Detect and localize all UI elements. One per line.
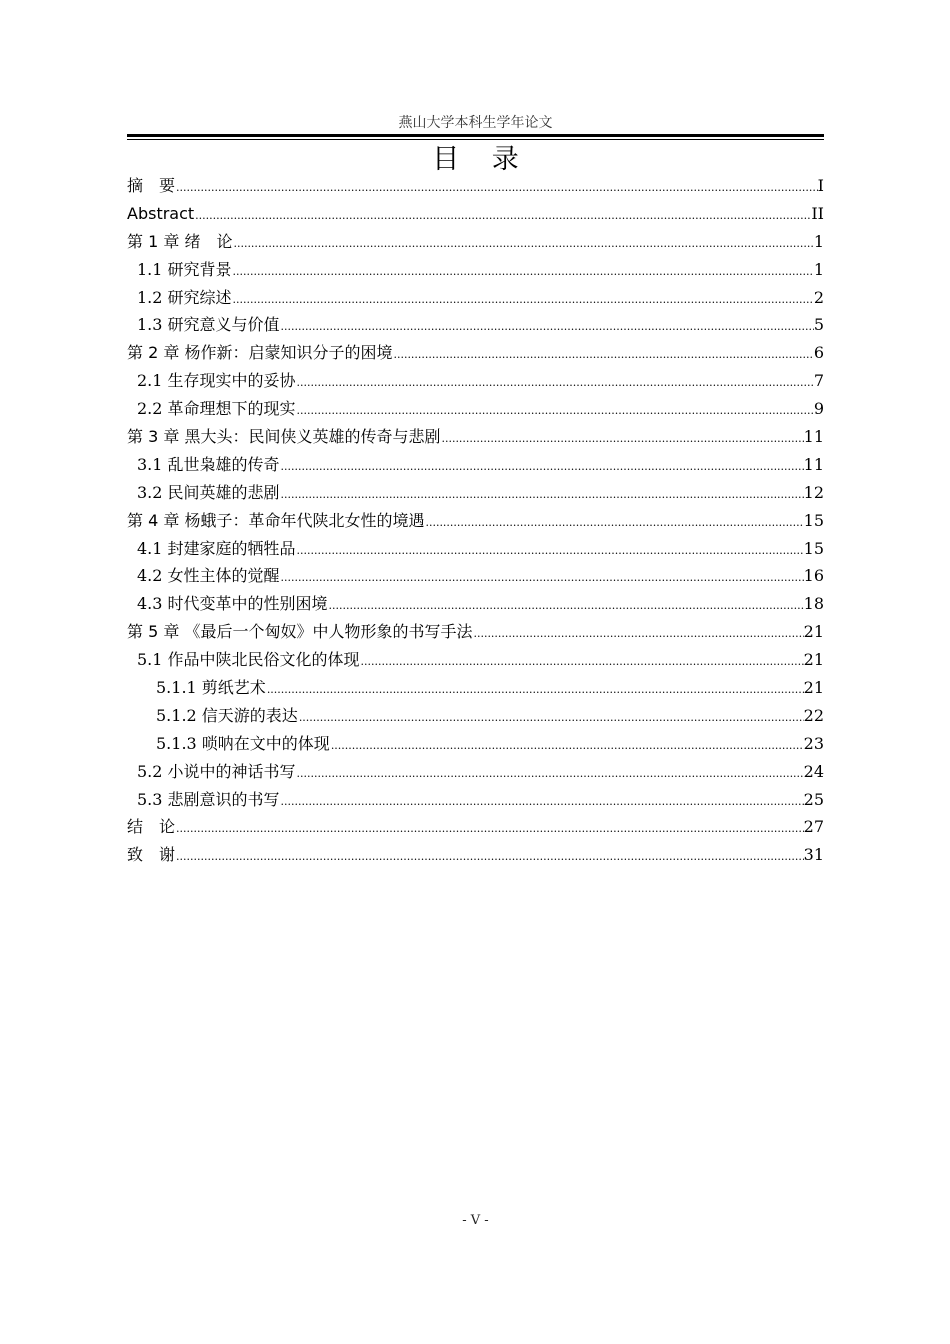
toc-entry[interactable] [127, 590, 824, 618]
toc-dot-leader [296, 397, 814, 423]
toc-entry-page: 12 [803, 482, 824, 502]
toc-entry-page: 21 [803, 622, 824, 642]
toc-entry[interactable] [127, 730, 824, 758]
toc-entry[interactable] [127, 507, 824, 535]
toc-entry-page: 15 [803, 538, 824, 558]
toc-entry[interactable] [127, 451, 824, 479]
toc-dot-leader [360, 648, 804, 674]
toc-entry[interactable] [127, 228, 824, 256]
toc-dot-leader [296, 537, 804, 563]
toc-entry-label: 第 3 章 黑大头：民间侠义英雄的传奇与悲剧 [127, 427, 441, 447]
toc-entry-label: 4.1 封建家庭的牺牲品 [137, 538, 296, 558]
toc-dot-leader [472, 620, 803, 646]
toc-entry-label: 第 4 章 杨蛾子：革命年代陕北女性的境遇 [127, 510, 425, 530]
toc-entry-label: 5.2 小说中的神话书写 [137, 761, 296, 781]
toc-entry[interactable] [127, 479, 824, 507]
toc-entry-page: 11 [803, 427, 824, 447]
toc-entry-label: 1.3 研究意义与价值 [137, 315, 280, 335]
header-rule-thick [127, 134, 824, 137]
toc-entry-page: 23 [803, 733, 824, 753]
toc-entry-label: 5.3 悲剧意识的书写 [137, 789, 280, 809]
toc-dot-leader [424, 509, 803, 535]
toc-dot-leader [280, 481, 804, 507]
toc-entry-page: 25 [803, 789, 824, 809]
toc-entry-label: 3.2 民间英雄的悲剧 [137, 482, 280, 502]
toc-entry-page: 2 [813, 287, 824, 307]
toc-entry-page: 5 [813, 315, 824, 335]
toc-entry[interactable] [127, 423, 824, 451]
toc-dot-leader [280, 313, 814, 339]
toc-entry[interactable] [127, 200, 824, 228]
toc-entry-page: 27 [803, 817, 824, 837]
toc-dot-leader [296, 760, 804, 786]
toc-entry[interactable] [127, 841, 824, 869]
toc-entry-label: 摘 要 [127, 176, 176, 195]
toc-entry[interactable] [127, 758, 824, 786]
toc-entry-page: 18 [803, 594, 824, 614]
toc-entry-label: 5.1.3 唢呐在文中的体现 [156, 733, 330, 753]
toc-dot-leader [440, 425, 803, 451]
toc-dot-leader [280, 453, 804, 479]
toc-dot-leader [298, 704, 804, 730]
toc-entry[interactable] [127, 646, 824, 674]
toc-entry[interactable] [127, 813, 824, 841]
toc-entry-label: 3.1 乱世枭雄的传奇 [137, 454, 280, 474]
toc-dot-leader [175, 174, 818, 200]
toc-entry-page: 9 [813, 399, 824, 419]
toc-entry-page: 6 [813, 343, 824, 363]
toc-dot-leader [194, 202, 811, 228]
toc-dot-leader [232, 286, 814, 312]
toc-entry-label: 第 1 章 绪 论 [127, 231, 233, 251]
toc-entry-label: 第 2 章 杨作新：启蒙知识分子的困境 [127, 343, 393, 363]
toc-entry[interactable] [127, 172, 824, 200]
toc-dot-leader [232, 258, 814, 284]
toc-entry-page: I [817, 176, 824, 195]
table-of-contents [127, 172, 824, 869]
toc-entry-page: 1 [813, 231, 824, 251]
toc-dot-leader [266, 676, 804, 702]
toc-entry[interactable] [127, 702, 824, 730]
toc-entry-page: 15 [803, 510, 824, 530]
toc-entry[interactable] [127, 395, 824, 423]
page-number: - V - [462, 1213, 489, 1228]
toc-entry-label: 结 论 [127, 817, 176, 837]
toc-entry[interactable] [127, 284, 824, 312]
toc-entry-page: 21 [803, 678, 824, 698]
toc-entry-label: 1.2 研究综述 [137, 287, 232, 307]
toc-entry[interactable] [127, 311, 824, 339]
toc-entry-page: 31 [803, 845, 824, 865]
toc-entry[interactable] [127, 786, 824, 814]
toc-dot-leader [175, 843, 804, 869]
toc-entry-page: 7 [813, 371, 824, 391]
toc-dot-leader [280, 788, 804, 814]
toc-entry[interactable] [127, 339, 824, 367]
toc-entry-page: II [811, 203, 824, 223]
toc-dot-leader [175, 815, 804, 841]
toc-dot-leader [330, 732, 804, 758]
page-header: 燕山大学本科生学年论文 [398, 115, 553, 131]
toc-entry-page: 22 [803, 705, 824, 725]
toc-entry-label: 5.1.1 剪纸艺术 [156, 678, 266, 698]
toc-title: 目 录 [432, 144, 531, 175]
toc-entry-label: 4.3 时代变革中的性别困境 [137, 594, 328, 614]
toc-entry-label: 5.1 作品中陕北民俗文化的体现 [137, 650, 360, 670]
toc-entry-label: 2.2 革命理想下的现实 [137, 399, 296, 419]
toc-entry-page: 1 [813, 259, 824, 279]
toc-entry-page: 21 [803, 650, 824, 670]
toc-entry-label: 4.2 女性主体的觉醒 [137, 566, 280, 586]
toc-entry[interactable] [127, 618, 824, 646]
toc-entry-label: 1.1 研究背景 [137, 259, 232, 279]
toc-dot-leader [232, 230, 813, 256]
toc-dot-leader [328, 592, 804, 618]
toc-entry[interactable] [127, 562, 824, 590]
toc-entry-label: 2.1 生存现实中的妥协 [137, 371, 296, 391]
toc-entry[interactable] [127, 256, 824, 284]
toc-dot-leader [392, 341, 813, 367]
toc-entry[interactable] [127, 674, 824, 702]
toc-entry-page: 16 [803, 566, 824, 586]
toc-dot-leader [296, 369, 814, 395]
toc-entry-label: Abstract [127, 203, 195, 223]
toc-entry[interactable] [127, 367, 824, 395]
toc-entry-page: 11 [803, 454, 824, 474]
toc-entry[interactable] [127, 535, 824, 563]
toc-entry-label: 第 5 章 《最后一个匈奴》中人物形象的书写手法 [127, 622, 473, 642]
toc-entry-label: 5.1.2 信天游的表达 [156, 705, 298, 725]
toc-dot-leader [280, 564, 804, 590]
toc-entry-page: 24 [803, 761, 824, 781]
toc-entry-label: 致 谢 [127, 845, 176, 865]
